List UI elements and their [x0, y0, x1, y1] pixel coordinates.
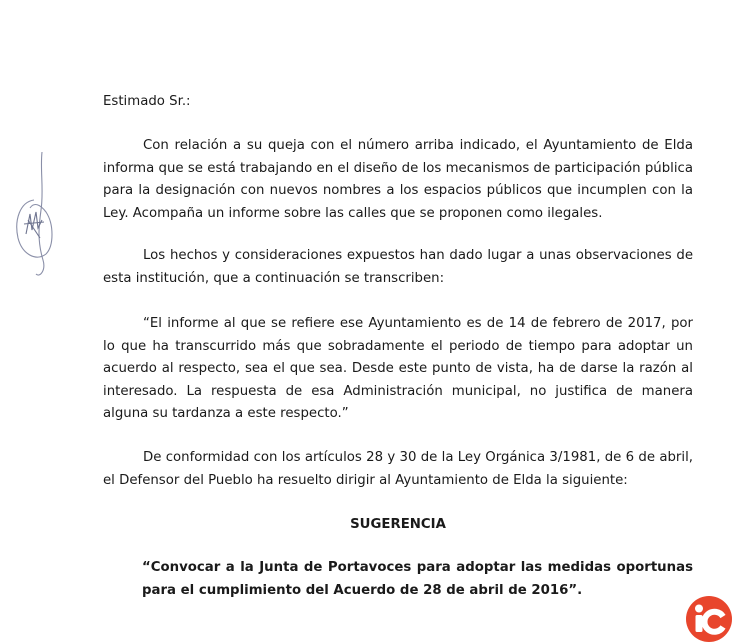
suggestion-text: “Convocar a la Junta de Portavoces para adoptar las medidas oportunas para el cumplimiento del Acuerdo de 28 de abril de 2016”. [142, 560, 693, 598]
paragraph-observations-intro: Los hechos y consideraciones expuestos han dado lugar a unas observaciones de esta institución, que a continuación se transcriben: [103, 248, 693, 286]
brand-logo-icon [686, 596, 732, 642]
signature-icon [10, 150, 58, 280]
section-heading: SUGERENCIA [350, 517, 446, 532]
paragraph-complaint-status: Con relación a su queja con el número arriba indicado, el Ayuntamiento de Elda informa que se está trabajando en el diseño de los mecanismos de participación pública para la designación con nuevos nombres a los espacios públicos que incumplen con la Ley. Acompaña un informe sobre las calles que se proponen como ilegales. [103, 138, 693, 221]
greeting: Estimado Sr.: [103, 94, 191, 109]
paragraph-legal-basis: De conformidad con los artículos 28 y 30 de la Ley Orgánica 3/1981, de 6 de abril, el Defensor del Pueblo ha resuelto dirigir al Ayuntamiento de Elda la siguiente: [103, 450, 693, 488]
quoted-observation: “El informe al que se refiere ese Ayuntamiento es de 14 de febrero de 2017, por lo que ha transcurrido más que sobradamente el periodo de tiempo para adoptar un acuerdo al respecto, sea el que sea. Desde este punto de vista, ha de darse la razón al interesado. La respuesta de esa Administración municipal, no justifica de manera alguna su tardanza a este respecto.” [103, 316, 693, 421]
